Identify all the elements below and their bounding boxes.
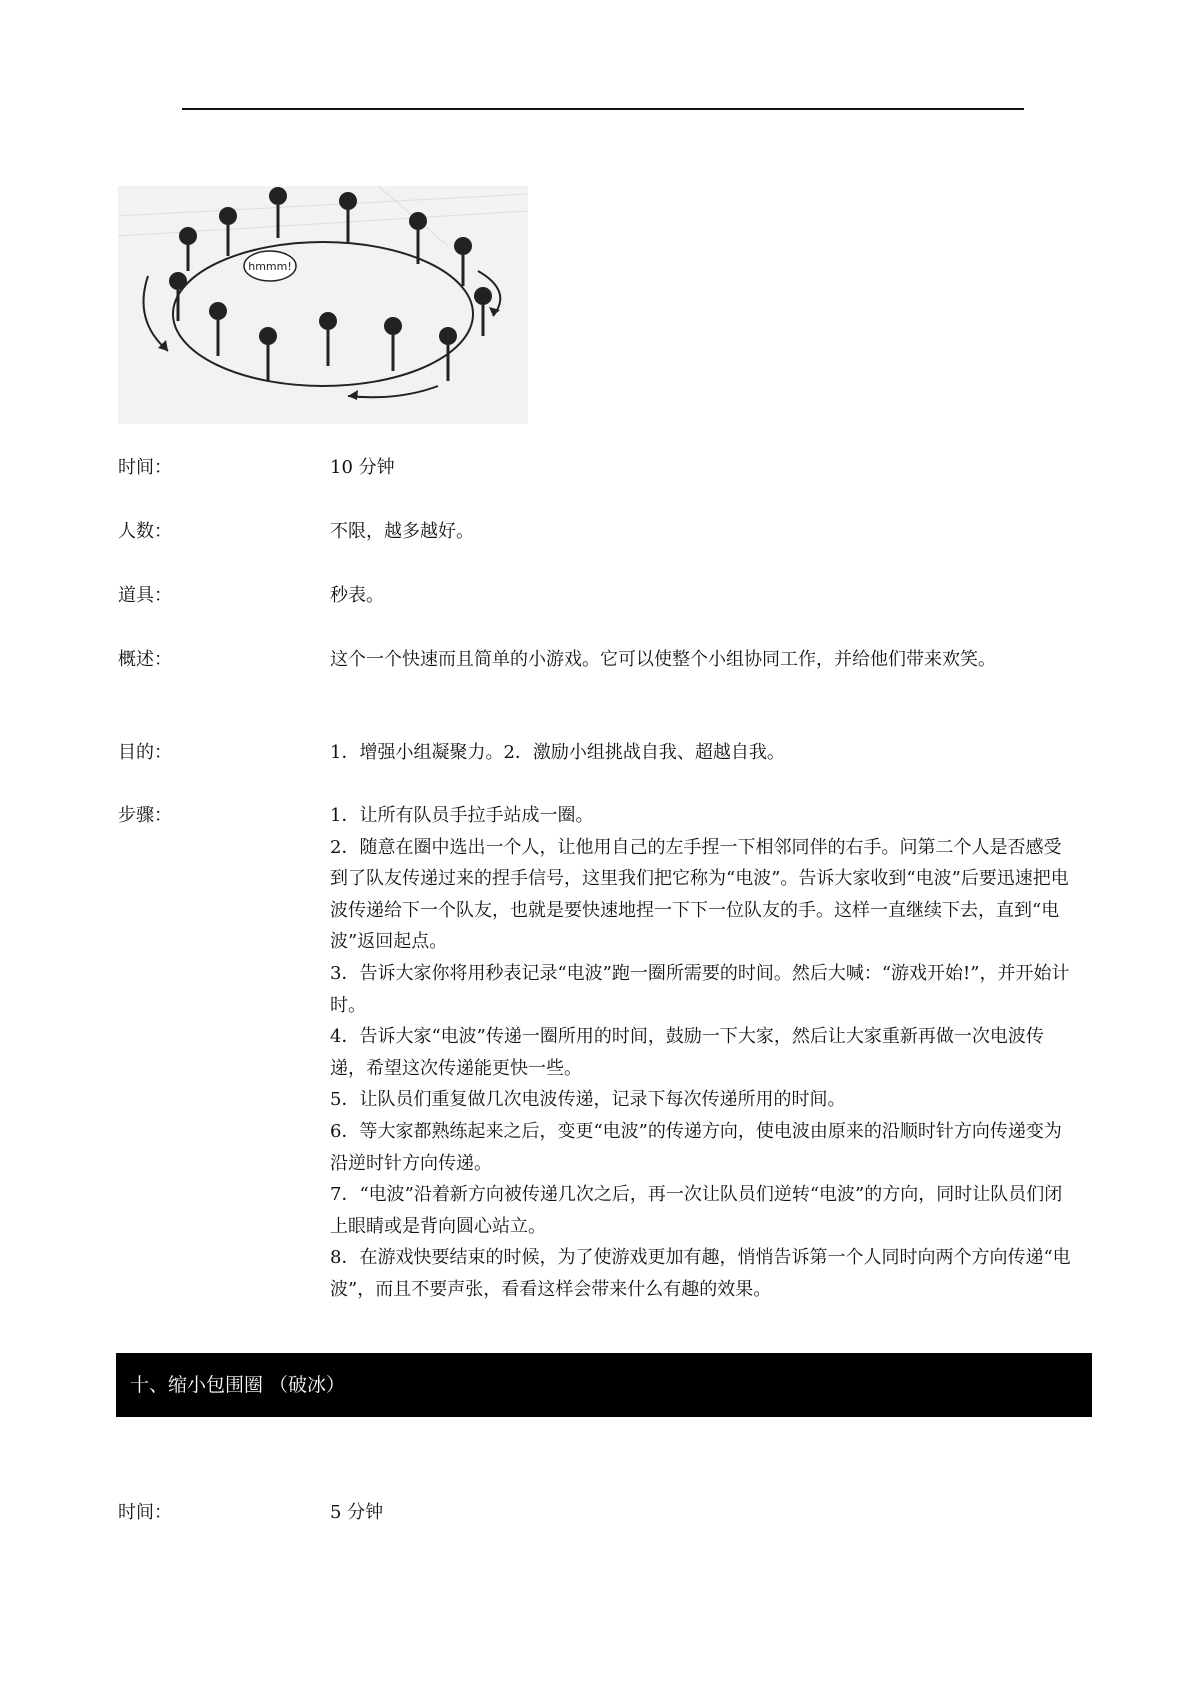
section-title: 十、缩小包围圈 （破冰） [130, 1374, 346, 1396]
summary-value: 这个一个快速而且简单的小游戏。它可以使整个小组协同工作，并给他们带来欢笑。 [330, 649, 996, 670]
people-value: 不限，越多越好。 [330, 521, 474, 542]
people-label: 人数： [118, 521, 172, 542]
time-value: 10 分钟 [330, 457, 395, 478]
svg-text:hmmm!: hmmm! [248, 260, 292, 273]
goal-label: 目的： [118, 742, 172, 763]
step-item: 4．告诉大家“电波”传递一圈所用的时间，鼓励一下大家，然后让大家重新再做一次电波传递，希望这次传递能更快一些。 [330, 1026, 1044, 1079]
step-item: 8．在游戏快要结束的时候，为了使游戏更加有趣，悄悄告诉第一个人同时向两个方向传递“电波”，而且不要声张，看看这样会带来什么有趣的效果。 [330, 1247, 1071, 1300]
goal-value: 1．增强小组凝聚力。2．激励小组挑战自我、超越自我。 [330, 742, 785, 763]
section-heading-bar [116, 1353, 1092, 1417]
top-rule [182, 108, 1024, 110]
section-time-value: 5 分钟 [330, 1502, 384, 1523]
step-item: 6．等大家都熟练起来之后，变更“电波”的传递方向，使电波由原来的沿顺时针方向传递变为沿逆时针方向传递。 [330, 1120, 1062, 1174]
steps-label: 步骤： [118, 805, 172, 826]
section-time-label: 时间： [118, 1502, 172, 1523]
time-label: 时间： [118, 457, 172, 478]
props-value: 秒表。 [330, 585, 384, 606]
step-item: 2．随意在圈中选出一个人，让他用自己的左手捏一下相邻同伴的右手。问第二个人是否感受到了队友传递过来的捏手信号，这里我们把它称为“电波”。告诉大家收到“电波”后要迅速把电波传递给下一个队友，也就是要快速地捏一下下一位队友的手。这样一直继续下去，直到“电波”返回起点。 [330, 836, 1069, 953]
circle-game-illustration [118, 186, 528, 424]
step-item: 5．让队员们重复做几次电波传递，记录下每次传递所用的时间。 [330, 1089, 846, 1111]
props-label: 道具： [118, 585, 172, 606]
steps-list [330, 800, 1078, 1306]
summary-label: 概述： [118, 649, 172, 670]
step-item: 1．让所有队员手拉手站成一圈。 [330, 805, 594, 826]
step-item: 7．“电波”沿着新方向被传递几次之后，再一次让队员们逆转“电波”的方向，同时让队员们闭上眼睛或是背向圆心站立。 [330, 1184, 1063, 1237]
step-item: 3．告诉大家你将用秒表记录“电波”跑一圈所需要的时间。然后大喊：“游戏开始!”，并开始计时。 [330, 962, 1070, 1016]
